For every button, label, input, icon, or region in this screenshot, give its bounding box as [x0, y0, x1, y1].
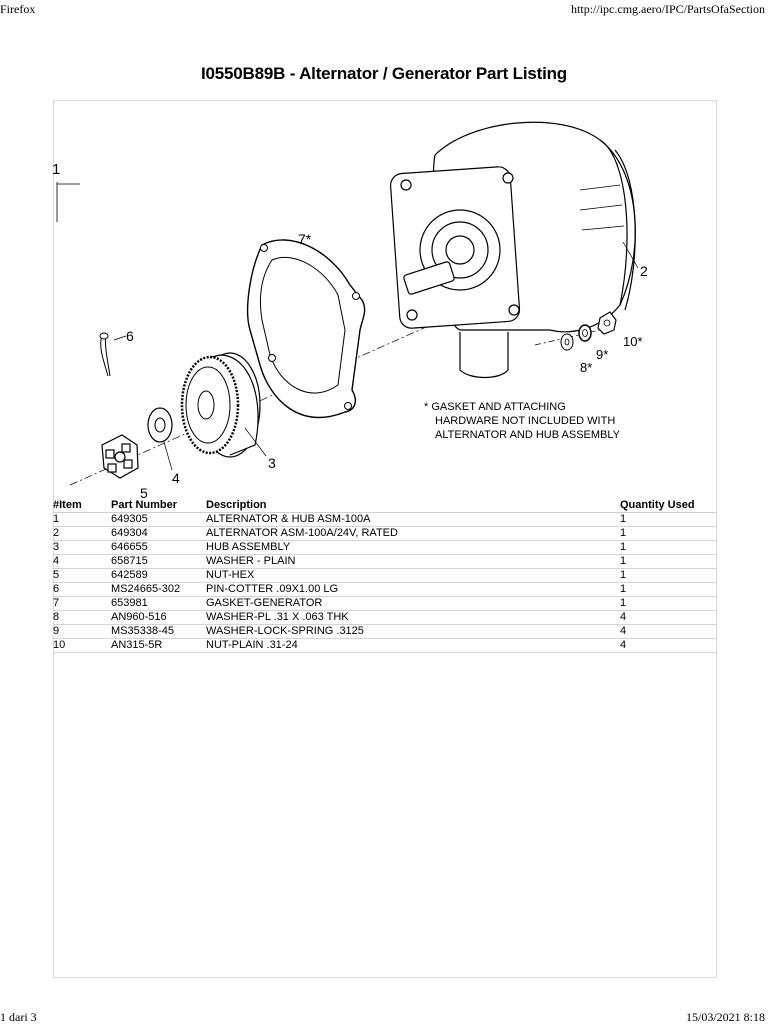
cell-item: 1 [53, 513, 111, 527]
note-line-1: * GASKET AND ATTACHING [424, 401, 566, 413]
cell-part-number: 642589 [111, 569, 206, 583]
cell-item: 9 [53, 625, 111, 639]
table-row [53, 541, 716, 555]
cotter-pin-drawing [101, 334, 110, 376]
table-row [53, 569, 716, 583]
parts-table [53, 498, 716, 653]
callout-2: 2 [640, 263, 648, 279]
cell-quantity: 4 [620, 625, 716, 639]
cell-quantity: 1 [620, 597, 716, 611]
cell-description: NUT-PLAIN .31-24 [206, 639, 620, 653]
cell-part-number: 649304 [111, 527, 206, 541]
cell-part-number: AN315-5R [111, 639, 206, 653]
callout-1: 1 [52, 161, 61, 178]
col-header-part-number: Part Number [111, 498, 206, 513]
callout-10: 10* [623, 334, 643, 349]
cell-description: PIN-COTTER .09X1.00 LG [206, 583, 620, 597]
callout-3: 3 [268, 455, 276, 471]
table-row [53, 639, 716, 653]
cell-part-number: 649305 [111, 513, 206, 527]
cell-quantity: 1 [620, 513, 716, 527]
note-line-3: ALTERNATOR AND HUB ASSEMBLY [435, 429, 621, 441]
cell-part-number: MS24665-302 [111, 583, 206, 597]
cell-quantity: 1 [620, 569, 716, 583]
castle-nut-drawing [102, 435, 138, 478]
cell-part-number: 658715 [111, 555, 206, 569]
table-row [53, 583, 716, 597]
print-header-app: Firefox [0, 2, 36, 16]
table-row [53, 513, 716, 527]
cell-description: GASKET-GENERATOR [206, 597, 620, 611]
cell-item: 10 [53, 639, 111, 653]
cell-part-number: MS35338-45 [111, 625, 206, 639]
cell-description: WASHER-PL .31 X .063 THK [206, 611, 620, 625]
cell-description: ALTERNATOR & HUB ASM-100A [206, 513, 620, 527]
callout-4: 4 [172, 470, 180, 486]
print-footer-page: 1 dari 3 [0, 1010, 37, 1024]
table-row [53, 597, 716, 611]
table-row [53, 527, 716, 541]
cell-quantity: 1 [620, 527, 716, 541]
hub-drawing [182, 353, 260, 457]
note-line-2: HARDWARE NOT INCLUDED WITH [435, 415, 616, 427]
cell-description: ALTERNATOR ASM-100A/24V, RATED [206, 527, 620, 541]
cell-item: 5 [53, 569, 111, 583]
cell-quantity: 1 [620, 555, 716, 569]
callout-9: 9* [596, 347, 609, 362]
table-header-row [53, 498, 716, 513]
callout-6: 6 [126, 328, 134, 344]
table-row [53, 611, 716, 625]
cell-item: 2 [53, 527, 111, 541]
cell-description: WASHER - PLAIN [206, 555, 620, 569]
cell-quantity: 1 [620, 583, 716, 597]
cell-description: NUT-HEX [206, 569, 620, 583]
cell-item: 8 [53, 611, 111, 625]
callout-8: 8* [580, 360, 593, 375]
cell-description: WASHER-LOCK-SPRING .3125 [206, 625, 620, 639]
callout-7: 7* [298, 231, 312, 247]
cell-item: 4 [53, 555, 111, 569]
table-row [53, 555, 716, 569]
print-footer-datetime: 15/03/2021 8:18 [685, 1010, 765, 1024]
cell-part-number: AN960-516 [111, 611, 206, 625]
cell-quantity: 4 [620, 639, 716, 653]
col-header-item: #Item [53, 498, 111, 513]
cell-item: 3 [53, 541, 111, 555]
callout-5: 5 [140, 485, 148, 500]
col-header-description: Description [206, 498, 620, 513]
cell-quantity: 4 [620, 611, 716, 625]
table-row [53, 625, 716, 639]
exploded-parts-diagram [40, 100, 700, 500]
cell-item: 6 [53, 583, 111, 597]
page-title: I0550B89B - Alternator / Generator Part Listing [201, 64, 567, 83]
col-header-quantity: Quantity Used [620, 498, 716, 513]
alternator-drawing [390, 122, 636, 377]
cell-part-number: 653981 [111, 597, 206, 611]
cell-item: 7 [53, 597, 111, 611]
cell-quantity: 1 [620, 541, 716, 555]
print-header-url: http://ipc.cmg.aero/IPC/PartsOfaSection [571, 2, 765, 16]
cell-part-number: 646655 [111, 541, 206, 555]
cell-description: HUB ASSEMBLY [206, 541, 620, 555]
